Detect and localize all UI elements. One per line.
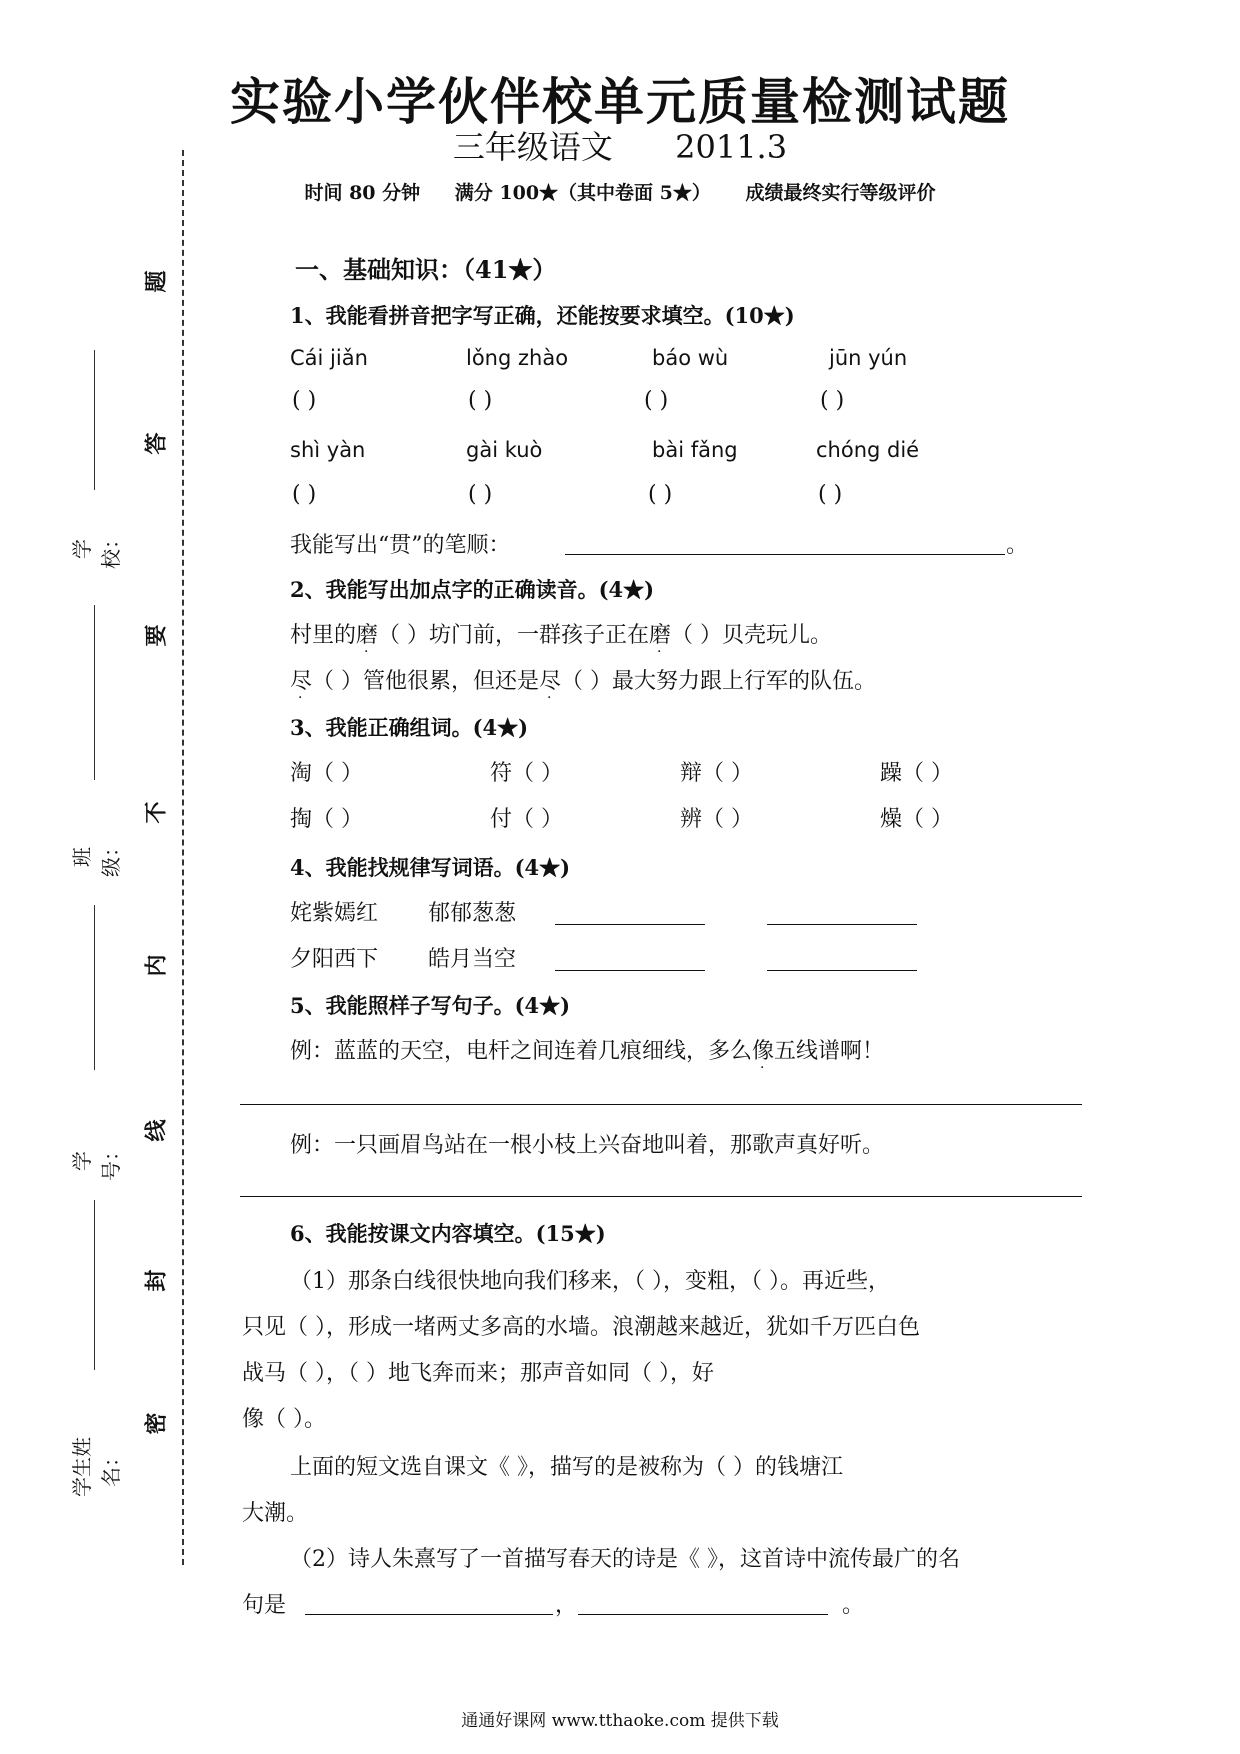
seal-char: 不 [143,801,170,824]
seal-char: 封 [143,1269,170,1292]
dotted-char: 尽 · [539,669,562,706]
section-title: 一、基础知识：（41★） [295,255,557,284]
idiom-example: 夕阳西下 [290,947,379,972]
dotted-char: 磨 · [649,623,672,660]
exam-info [0,178,1240,205]
class-field-line[interactable] [94,605,95,780]
school-field-line[interactable] [94,350,95,490]
passage-line[interactable]: （2）诗人朱熹写了一首描写春天的诗是《 》，这首诗中流传最广的名 [290,1547,960,1572]
poem-line-blank[interactable] [578,1614,828,1615]
passage-line[interactable]: 像（ ）。 [242,1407,326,1432]
number-field-line[interactable] [94,905,95,1070]
word-item[interactable]: 躁（ ） [880,761,953,786]
seal-dashed-line [182,150,184,1565]
seal-char: 线 [143,1119,170,1142]
question-3-title: 3、我能正确组词。(4★) [290,715,529,740]
passage-line: 大潮。 [242,1501,309,1526]
dotted-char: 尽 · [290,669,313,706]
exam-date: 2011.3 [675,128,788,166]
poem-separator: ， [555,1593,578,1618]
word-item[interactable]: 符（ ） [490,761,563,786]
reading-line-2: 尽 · （ ）管他很累，但还是尽 · （ ）最大努力跟上行军的队伍。 [290,669,877,706]
answer-box[interactable]: ( ) [292,482,317,507]
pinyin: shì yàn [290,438,366,462]
reading-line-1: 村里的磨 · （ ）坊门前，一群孩子正在磨 · （ ）贝壳玩儿。 [290,623,833,660]
question-4-title: 4、我能找规律写词语。(4★) [290,855,571,880]
question-1-title: 1、我能看拼音把字写正确，还能按要求填空。(10★) [290,303,795,328]
question-2-title: 2、我能写出加点字的正确读音。(4★) [290,577,655,602]
question-6-title: 6、我能按课文内容填空。(15★) [290,1221,606,1246]
idiom-example: 姹紫嫣红 [290,901,379,926]
answer-box[interactable]: ( ) [644,388,669,413]
word-item[interactable]: 燥（ ） [880,807,953,832]
idiom-blank[interactable] [555,970,705,971]
sentence-answer-line[interactable] [240,1104,1082,1105]
exam-score: 满分 100★（其中卷面 5★） [454,182,711,204]
idiom-blank[interactable] [767,970,917,971]
idiom-blank[interactable] [767,924,917,925]
poem-line-blank[interactable] [305,1614,553,1615]
answer-box[interactable]: ( ) [468,482,493,507]
answer-box[interactable]: ( ) [648,482,673,507]
stroke-order-blank[interactable] [565,554,1005,555]
pinyin: jūn yún [829,346,908,370]
exam-subtitle [0,122,1240,168]
seal-char: 密 [143,1412,170,1435]
dotted-char: 磨 · [356,623,379,660]
footer-source: 通通好课网 www.tthaoke.com 提供下载 [461,1711,779,1731]
passage-line[interactable]: 上面的短文选自课文《 》，描写的是被称为（ ）的钱塘江 [290,1455,843,1480]
answer-box[interactable]: ( ) [820,388,845,413]
sentence-example-1: 例：蓝蓝的天空，电杆之间连着几痕细线，多么像 · 五线谱啊！ [290,1039,885,1076]
school-label: 学校： [70,529,123,569]
idiom-example: 郁郁葱葱 [428,901,517,926]
passage-line[interactable]: （1）那条白线很快地向我们移来，（ ），变粗，（ ）。再近些， [290,1269,890,1294]
word-item[interactable]: 辨（ ） [680,807,753,832]
stroke-order-prompt: 我能写出“贯”的笔顺： [290,533,511,558]
seal-char: 内 [143,954,170,977]
pinyin: Cái jiǎn [290,346,368,370]
pinyin: lǒng zhào [466,346,569,370]
word-item[interactable]: 辩（ ） [680,761,753,786]
sentence-example-2: 例：一只画眉鸟站在一根小枝上兴奋地叫着，那歌声真好听。 [290,1133,885,1158]
name-field-line[interactable] [94,1200,95,1370]
exam-evaluation: 成绩最终实行等级评价 [745,182,936,204]
pinyin: bài fǎng [652,438,738,462]
name-label: 学生姓名： [70,1437,123,1497]
class-label: 班级： [70,837,123,877]
pinyin: gài kuò [466,438,543,462]
question-5-title: 5、我能照样子写句子。(4★) [290,993,571,1018]
exam-title: 实验小学伙伴校单元质量检测试题 [230,73,1010,131]
idiom-example: 皓月当空 [428,947,517,972]
seal-char: 题 [143,270,170,293]
seal-char: 要 [143,624,170,647]
answer-box[interactable]: ( ) [292,388,317,413]
sentence-answer-line[interactable] [240,1196,1082,1197]
word-item[interactable]: 淘（ ） [290,761,363,786]
answer-box[interactable]: ( ) [468,388,493,413]
pinyin: báo wù [652,346,729,370]
poem-end: 。 [842,1593,865,1618]
exam-time: 时间 80 分钟 [304,182,421,204]
grade-subject: 三年级语文 [452,128,613,166]
pinyin: chóng dié [816,438,920,462]
word-item[interactable]: 付（ ） [490,807,563,832]
idiom-blank[interactable] [555,924,705,925]
dotted-char: 像 · [752,1039,775,1076]
word-item[interactable]: 掏（ ） [290,807,363,832]
seal-char: 答 [143,432,170,455]
number-label: 学号： [70,1141,123,1181]
passage-line[interactable]: 只见（ ），形成一堵两丈多高的水墙。浪潮越来越近，犹如千万匹白色 [242,1315,920,1340]
passage-line: 句是 [242,1593,287,1618]
stroke-order-end: 。 [1006,533,1029,558]
passage-line[interactable]: 战马（ ），（ ）地飞奔而来；那声音如同（ ），好 [242,1361,714,1386]
answer-box[interactable]: ( ) [818,482,843,507]
